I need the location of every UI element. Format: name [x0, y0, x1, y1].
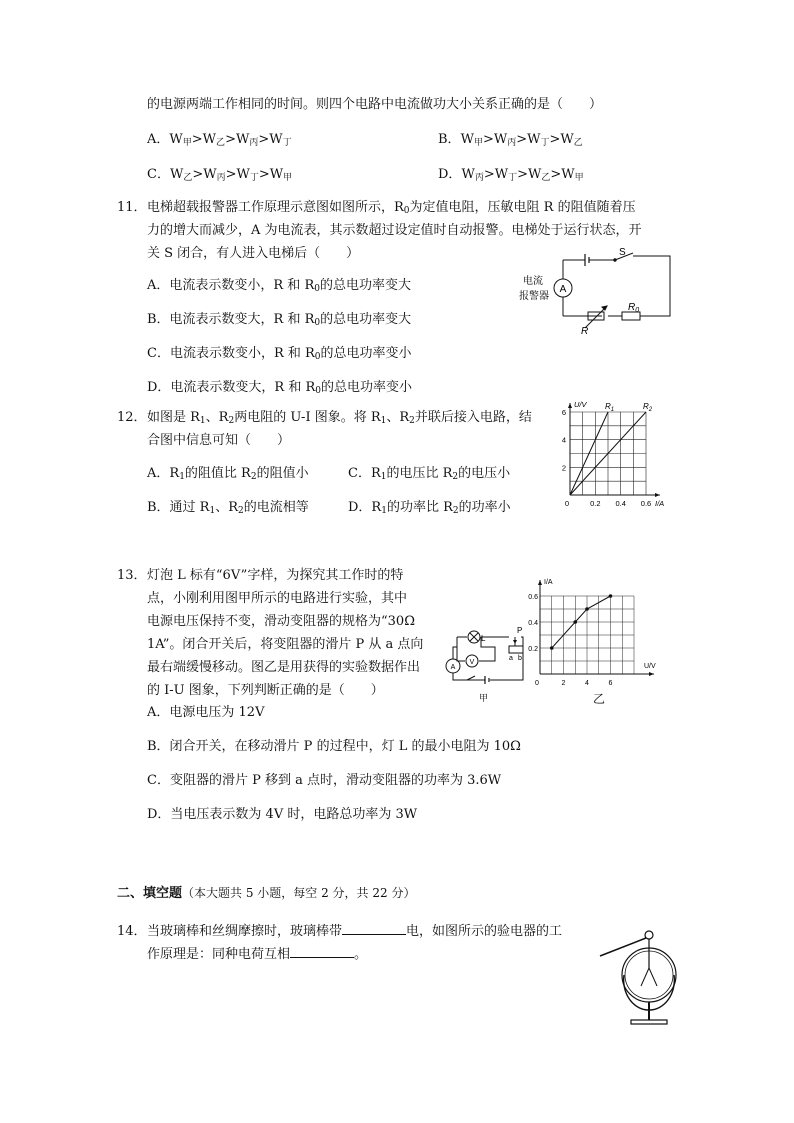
y-axis-arrow — [538, 580, 542, 585]
q10-option-b[interactable]: B．$W_甲>W_丙>W_丁>W_乙$ — [438, 132, 583, 148]
x-tick-label: 2 — [561, 680, 566, 687]
battery-symbol — [485, 676, 489, 684]
q11-option-a[interactable]: A．电流表示数变小，R 和 $R_0$的总电功率变大 — [147, 278, 411, 294]
electroscope-knob — [645, 931, 653, 939]
q13-stem-line1: 灯泡 L 标有“6V”字样，为探究其工作时的特 — [147, 568, 404, 583]
q12-stem-line1: 如图是 $R_1$、$R_2$两电阻的 U-I 图象。将 $R_1$、$R_2$并联后接入电路，结 — [147, 410, 532, 426]
x-axis-arrow — [649, 672, 654, 676]
data-point — [609, 594, 613, 598]
q11-option-d[interactable]: D．电流表示数变大，R 和 $R_0$的总电功率变小 — [147, 380, 413, 396]
q13-circuit-figure-jia — [445, 625, 530, 705]
q12-option-d[interactable]: D．$R_1$的功率比 $R_2$的功率小 — [348, 500, 511, 516]
q12-stem-line2: 合图中信息可知（ ） — [147, 433, 291, 448]
x-axis-arrow — [655, 493, 660, 497]
q11-option-c[interactable]: C．电流表示数变小，R 和 $R_0$的总电功率变小 — [147, 346, 412, 362]
data-point — [573, 620, 577, 624]
fig-yi-caption: 乙 — [593, 692, 606, 706]
q11-option-b[interactable]: B．电流表示数变大，R 和 $R_0$的总电功率变大 — [147, 312, 412, 328]
q10-stem-tail: 的电源两端工作相同的时间。则四个电路中电流做功大小关系正确的是（ ） — [147, 97, 603, 112]
alarm-label-1: 电流 — [523, 276, 543, 287]
x-tick-label: 0.4 — [615, 499, 626, 508]
alarm-label-2: 报警器 — [519, 291, 549, 302]
electroscope-leaves — [641, 968, 657, 986]
q11-number: 11． — [117, 200, 147, 215]
q14-number: 14． — [117, 924, 147, 939]
q12-ui-graph — [555, 395, 677, 513]
rheostat-symbol — [509, 646, 523, 653]
q13-stem-line5: 最右端缓慢移动。图乙是用获得的实验数据作出 — [147, 660, 421, 675]
q13-iu-graph — [530, 574, 680, 686]
lamp-label: L — [481, 634, 486, 643]
q14-stem-line2: 作原理是：同种电荷互相 。 — [147, 947, 368, 962]
q13-option-d[interactable]: D．当电压表示数为 4V 时，电路总功率为 3W — [147, 807, 418, 822]
q11-circuit-figure — [515, 246, 675, 338]
q12-option-c[interactable]: C．$R_1$的电压比 $R_2$的电压小 — [348, 466, 511, 482]
q14-blank-1[interactable] — [342, 922, 406, 935]
x-tick-label: 4 — [585, 680, 589, 687]
q11-stem-line2: 力的增大而减少，A 为电流表，其示数超过设定值时自动报警。电梯处于运行状态，开 — [147, 223, 642, 238]
q13-stem-line2: 点，小刚利用图甲所示的电路进行实验，其中 — [147, 591, 408, 606]
q13-stem-line3: 电源电压保持不变，滑动变阻器的规格为“30Ω — [147, 614, 415, 629]
q11-wires — [563, 256, 670, 316]
q14-stem-line1: 当玻璃棒和丝绸摩擦时，玻璃棒带 电，如图所示的验电器的工 — [147, 924, 563, 939]
voltmeter-label: V — [469, 659, 475, 666]
end-a-label: a — [509, 655, 513, 662]
x-tick-label: 6 — [608, 680, 613, 687]
q10-option-c[interactable]: C．$W_乙>W_丙>W_丁>W_甲$ — [147, 167, 293, 183]
q11-stem-line3: 关 S 闭合，有人进入电梯后（ ） — [147, 246, 360, 261]
y-axis-arrow — [568, 403, 572, 408]
y-axis-label: U/V — [574, 400, 587, 409]
y-tick-label: 6 — [561, 408, 566, 417]
end-b-label: b — [518, 655, 522, 662]
y-axis-label: I/A — [544, 579, 553, 586]
q13-option-b[interactable]: B．闭合开关，在移动滑片 P 的过程中，灯 L 的最小电阻为 10Ω — [147, 739, 521, 754]
resistor-r-label: R — [581, 326, 589, 337]
series-label-R1: $R_1$ — [605, 402, 615, 413]
data-point — [550, 646, 554, 650]
q10-option-d[interactable]: D．$W_丙>W_丁>W_乙>W_甲$ — [438, 167, 584, 183]
q10-option-a[interactable]: A．$W_甲>W_乙>W_丙>W_丁$ — [147, 132, 292, 148]
series-label-R2: $R_2$ — [643, 402, 653, 413]
q12-option-a[interactable]: A．$R_1$的阻值比 $R_2$的阻值小 — [147, 466, 309, 482]
x-tick-label: 0.6 — [640, 499, 652, 508]
q12-option-b[interactable]: B．通过 $R_1$、$R_2$的电流相等 — [147, 500, 309, 516]
section-heading: 二、填空题（本大题共 5 小题，每空 2 分，共 22 分） — [117, 886, 416, 901]
switch-symbol — [467, 676, 475, 680]
electroscope-figure — [598, 920, 678, 1030]
x-axis-label: I/A — [655, 499, 665, 508]
q13-stem-line4: 1A”。闭合开关后，将变阻器的滑片 P 从 a 点向 — [147, 637, 424, 652]
q13-stem-line6: 的 I-U 图象，下列判断正确的是（ ） — [147, 683, 384, 698]
resistor-r0-label: $R_0$ — [628, 302, 640, 314]
y-tick-label: 0.4 — [528, 620, 538, 627]
ammeter-label: A — [450, 664, 456, 671]
electroscope-base — [631, 1020, 667, 1024]
q13-option-c[interactable]: C．变阻器的滑片 P 移到 a 点时，滑动变阻器的功率为 3.6W — [147, 773, 502, 788]
y-tick-label: 0.2 — [528, 646, 538, 653]
switch-label: S — [619, 247, 626, 258]
x-axis-label: U/V — [644, 663, 656, 670]
q14-blank-2[interactable] — [290, 945, 354, 958]
battery-symbol — [585, 254, 589, 266]
q13-number: 13． — [117, 568, 147, 583]
y-tick-label: 4 — [561, 435, 566, 445]
slider-label: P — [517, 626, 523, 635]
q12-number: 12． — [117, 410, 147, 425]
origin-label: 0 — [564, 499, 570, 508]
ammeter-label: A — [559, 284, 567, 295]
y-tick-label: 0.6 — [528, 594, 538, 601]
data-point — [585, 607, 589, 611]
origin-label: 0 — [535, 680, 539, 687]
y-tick-label: 2 — [561, 463, 566, 473]
fig-jia-caption: 甲 — [479, 693, 489, 703]
q11-stem-line1: 电梯超载报警器工作原理示意图如图所示，$R_0$为定值电阻，压敏电阻 R 的阻值随着压 — [147, 200, 636, 216]
q13-option-a[interactable]: A．电源电压为 12V — [147, 705, 265, 720]
x-tick-label: 0.2 — [590, 499, 601, 508]
